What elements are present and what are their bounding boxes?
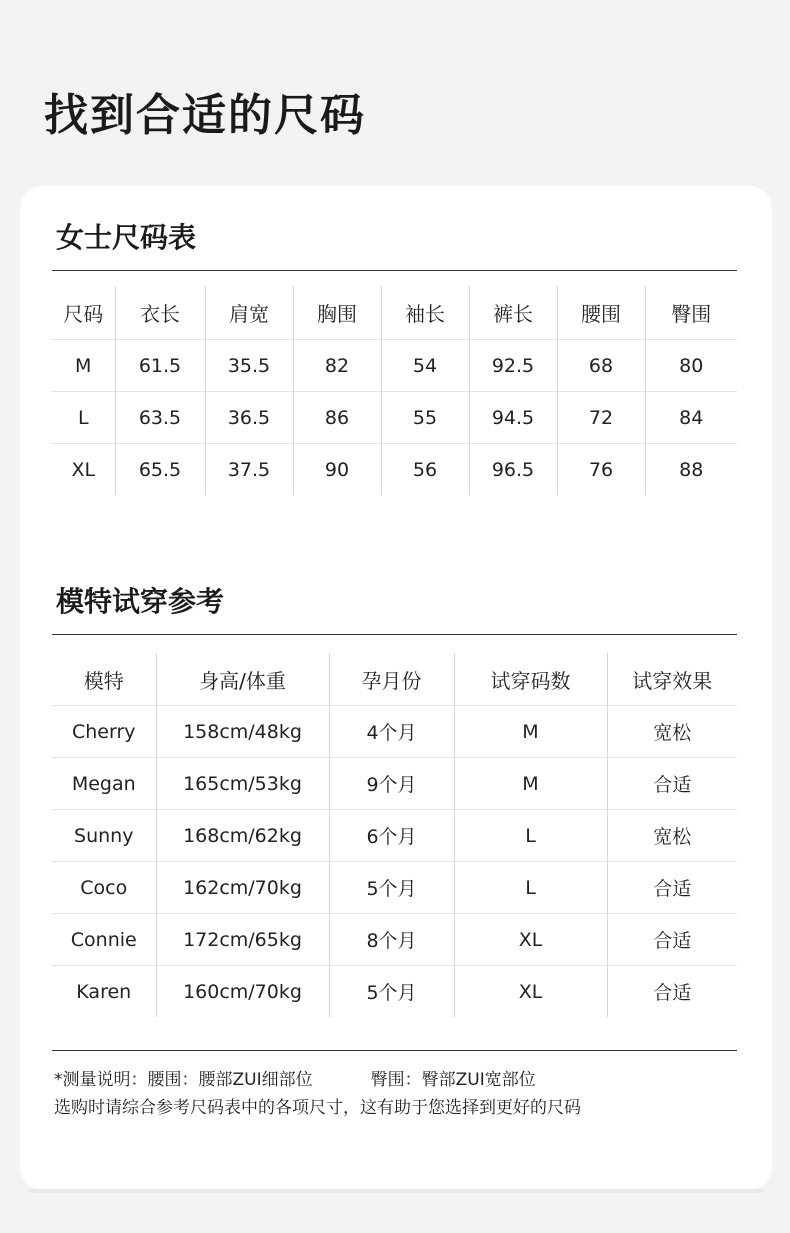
model-reference-cell: Connie [52, 914, 156, 966]
model-reference-divider [52, 634, 737, 635]
notes-divider [52, 1050, 737, 1051]
model-reference-header-cell: 试穿效果 [607, 653, 737, 706]
size-chart-cell: 37.5 [205, 444, 293, 496]
size-chart-header-cell: 袖长 [381, 286, 469, 340]
size-chart-cell: 61.5 [115, 340, 205, 392]
size-chart-cell: 68 [557, 340, 645, 392]
model-reference-cell: 宽松 [607, 706, 737, 758]
model-reference-cell: 8个月 [329, 914, 454, 966]
model-reference-cell: 160cm/70kg [156, 966, 329, 1018]
size-chart-cell: 54 [381, 340, 469, 392]
size-chart-cell: 72 [557, 392, 645, 444]
model-reference-cell: 9个月 [329, 758, 454, 810]
size-chart-cell: 76 [557, 444, 645, 496]
size-chart-cell: 65.5 [115, 444, 205, 496]
size-chart-row [52, 392, 737, 444]
model-reference-cell: XL [454, 914, 607, 966]
model-reference-row [52, 862, 737, 914]
size-chart-row [52, 340, 737, 392]
size-guide-card [20, 186, 772, 1189]
model-reference-row [52, 758, 737, 810]
model-reference-header-row [52, 653, 737, 706]
waist-note: *测量说明：腰围：腰部ZUI细部位 [54, 1070, 313, 1090]
model-reference-header-cell: 身高/体重 [156, 653, 329, 706]
model-reference-row [52, 966, 737, 1018]
size-chart-header-cell: 腰围 [557, 286, 645, 340]
size-chart-header-cell: 尺码 [63, 302, 104, 326]
page-title: 找到合适的尺码 [44, 90, 366, 141]
model-reference-title: 模特试穿参考 [56, 585, 225, 618]
model-reference-header-cell: 模特 [83, 668, 124, 693]
size-chart-header-cell: 裤长 [469, 286, 557, 340]
size-chart-header-cell: 臀围 [645, 286, 737, 340]
notes-line-1 [54, 1066, 581, 1094]
model-reference-cell: Karen [52, 966, 156, 1018]
model-reference-row [52, 706, 737, 758]
size-chart-cell: 90 [293, 444, 381, 496]
size-chart-cell: 36.5 [205, 392, 293, 444]
size-chart-table [52, 286, 737, 495]
size-chart-cell: 84 [645, 392, 737, 444]
model-reference-header-cell: 孕月份 [329, 653, 454, 706]
hip-note: 臀围：臀部ZUI宽部位 [370, 1070, 536, 1090]
notes-line-2: 选购时请综合参考尺码表中的各项尺寸，这有助于您选择到更好的尺码 [54, 1098, 581, 1118]
model-reference-cell: 合适 [607, 758, 737, 810]
model-reference-cell: M [454, 706, 607, 758]
size-chart-cell: 63.5 [115, 392, 205, 444]
size-chart-title: 女士尺码表 [56, 221, 197, 254]
model-reference-cell: 172cm/65kg [156, 914, 329, 966]
model-reference-cell: 5个月 [329, 862, 454, 914]
model-reference-row [52, 914, 737, 966]
size-chart-divider [52, 270, 737, 271]
size-chart-cell: L [52, 392, 115, 444]
model-reference-cell: Coco [52, 862, 156, 914]
size-chart-cell: XL [52, 444, 115, 496]
model-reference-cell: 合适 [607, 862, 737, 914]
size-chart-header-row [52, 286, 737, 340]
size-chart-cell: 96.5 [469, 444, 557, 496]
model-reference-cell: Megan [52, 758, 156, 810]
model-reference-cell: 158cm/48kg [156, 706, 329, 758]
size-chart-cell: M [52, 340, 115, 392]
size-chart-cell: 80 [645, 340, 737, 392]
model-reference-cell: Sunny [52, 810, 156, 862]
model-reference-cell: Cherry [52, 706, 156, 758]
model-reference-cell: 宽松 [607, 810, 737, 862]
model-reference-cell: 4个月 [329, 706, 454, 758]
model-reference-cell: L [454, 862, 607, 914]
model-reference-cell: 5个月 [329, 966, 454, 1018]
model-reference-cell: 165cm/53kg [156, 758, 329, 810]
model-reference-cell: 168cm/62kg [156, 810, 329, 862]
size-chart-cell: 94.5 [469, 392, 557, 444]
model-reference-cell: 162cm/70kg [156, 862, 329, 914]
model-reference-row [52, 810, 737, 862]
size-chart-header-cell: 肩宽 [205, 286, 293, 340]
size-chart-cell: 55 [381, 392, 469, 444]
card-bottom-edge [28, 1189, 764, 1193]
model-reference-cell: 6个月 [329, 810, 454, 862]
size-chart-cell: 88 [645, 444, 737, 496]
model-reference-table [52, 653, 737, 1017]
model-reference-cell: M [454, 758, 607, 810]
size-chart-header-cell: 衣长 [115, 286, 205, 340]
size-chart-cell: 86 [293, 392, 381, 444]
size-chart-header-cell: 胸围 [293, 286, 381, 340]
size-chart-cell: 82 [293, 340, 381, 392]
model-reference-cell: XL [454, 966, 607, 1018]
size-chart-row [52, 444, 737, 496]
model-reference-cell: L [454, 810, 607, 862]
measurement-notes [54, 1066, 581, 1122]
size-chart-cell: 92.5 [469, 340, 557, 392]
size-chart-cell: 56 [381, 444, 469, 496]
size-chart-cell: 35.5 [205, 340, 293, 392]
model-reference-cell: 合适 [607, 914, 737, 966]
model-reference-cell: 合适 [607, 966, 737, 1018]
model-reference-header-cell: 试穿码数 [454, 653, 607, 706]
